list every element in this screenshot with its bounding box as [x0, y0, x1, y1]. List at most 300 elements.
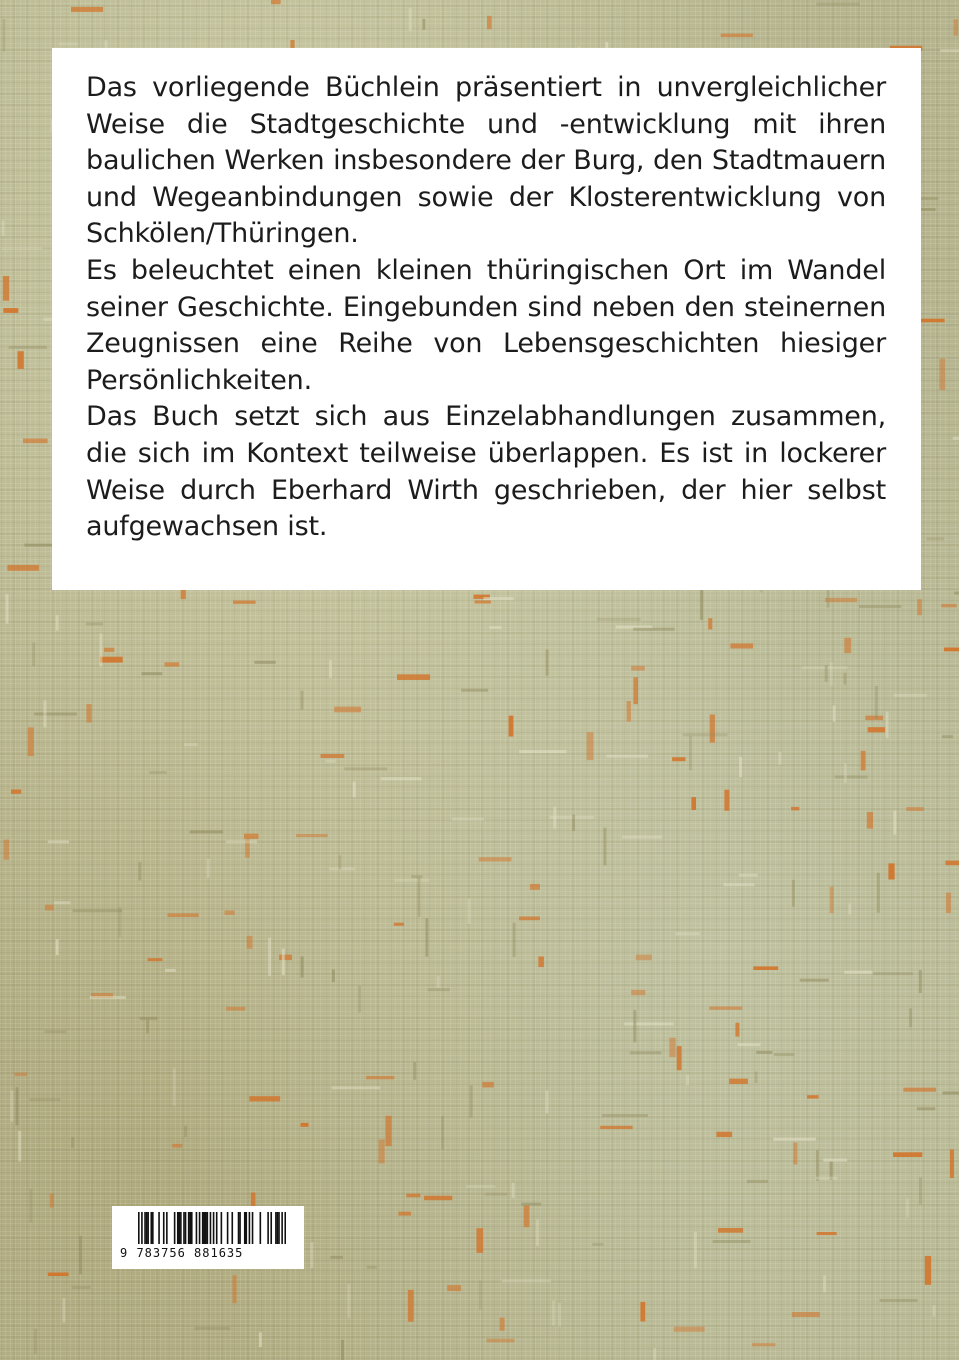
orange-thread-fleck	[279, 955, 292, 961]
barcode-bar	[203, 1212, 205, 1244]
orange-thread-fleck	[379, 1140, 385, 1164]
linen-thread-fleck	[502, 1280, 551, 1283]
orange-thread-fleck	[500, 1318, 505, 1331]
linen-thread-fleck	[367, 1266, 377, 1269]
linen-thread-fleck	[926, 537, 944, 540]
orange-thread-fleck	[398, 1212, 411, 1216]
barcode-bar	[213, 1212, 215, 1244]
linen-thread-fleck	[149, 771, 166, 774]
orange-thread-fleck	[791, 807, 799, 811]
barcode-bar	[158, 1212, 160, 1244]
linen-thread-fleck	[138, 862, 141, 880]
orange-thread-fleck	[447, 1285, 461, 1291]
isbn-barcode	[112, 1206, 304, 1269]
barcode-bar	[191, 1212, 193, 1244]
barcode-bar	[260, 1212, 262, 1244]
linen-thread-fleck	[142, 672, 163, 675]
orange-thread-fleck	[18, 351, 24, 369]
orange-thread-fleck	[519, 917, 540, 921]
linen-thread-fleck	[739, 874, 758, 877]
barcode-bar	[147, 1212, 149, 1244]
linen-thread-fleck	[56, 939, 59, 955]
barcode-bar	[207, 1212, 209, 1244]
linen-thread-fleck	[676, 932, 700, 935]
barcode-bar	[196, 1212, 198, 1244]
barcode-bar	[284, 1212, 286, 1244]
barcode-bar	[179, 1212, 181, 1244]
orange-thread-fleck	[3, 308, 18, 313]
orange-thread-fleck	[925, 1256, 931, 1285]
linen-thread-fleck	[329, 867, 355, 870]
linen-thread-fleck	[825, 665, 828, 682]
linen-thread-fleck	[2, 19, 5, 51]
barcode-bar	[231, 1212, 233, 1244]
blurb-paragraph-3: Das Buch setzt sich aus Einzelabhandlungen zusammen, die sich im Kontext teilweise überlappen. Es ist in lockerer Weise durch Eberhard Wirth geschrieben, der hier selbst aufgewachsen ist.	[86, 401, 886, 543]
linen-thread-fleck	[859, 605, 901, 608]
orange-thread-fleck	[226, 1007, 245, 1011]
linen-thread-fleck	[683, 733, 728, 736]
linen-thread-fleck	[34, 713, 77, 716]
linen-thread-fleck	[86, 622, 103, 625]
linen-thread-fleck	[774, 1053, 795, 1056]
linen-thread-fleck	[739, 757, 742, 777]
barcode-bar	[205, 1212, 207, 1244]
orange-thread-fleck	[906, 807, 924, 811]
orange-thread-fleck	[636, 955, 652, 961]
linen-thread-fleck	[724, 883, 755, 886]
orange-thread-fleck	[917, 599, 922, 615]
orange-thread-fleck	[946, 893, 951, 913]
orange-thread-fleck	[397, 674, 430, 680]
linen-thread-fleck	[484, 597, 514, 600]
linen-thread-fleck	[848, 903, 851, 914]
barcode-bar	[185, 1212, 187, 1244]
linen-thread-fleck	[622, 836, 662, 839]
linen-thread-fleck	[344, 767, 387, 770]
orange-thread-fleck	[28, 727, 34, 756]
orange-thread-fleck	[718, 1228, 743, 1233]
linen-thread-fleck	[906, 1198, 909, 1217]
linen-thread-fleck	[489, 626, 501, 629]
linen-thread-fleck	[62, 1298, 65, 1322]
linen-thread-fleck	[919, 1177, 922, 1204]
linen-thread-fleck	[16, 1087, 19, 1125]
linen-thread-fleck	[79, 1236, 82, 1274]
orange-thread-fleck	[868, 727, 886, 732]
linen-thread-fleck	[624, 1022, 673, 1025]
linen-thread-fleck	[553, 807, 556, 829]
linen-thread-fleck	[437, 976, 440, 988]
linen-thread-fleck	[694, 1232, 697, 1268]
linen-thread-fleck	[886, 712, 889, 739]
barcode-bar	[138, 1212, 140, 1244]
linen-thread-fleck	[512, 1183, 515, 1198]
orange-thread-fleck	[244, 834, 259, 839]
linen-thread-fleck	[2, 221, 5, 236]
orange-thread-fleck	[669, 1038, 675, 1057]
linen-thread-fleck	[844, 971, 872, 974]
linen-thread-fleck	[44, 700, 47, 727]
orange-thread-fleck	[11, 790, 21, 794]
orange-thread-fleck	[893, 1152, 922, 1157]
barcode-bar	[275, 1212, 277, 1244]
orange-thread-fleck	[165, 662, 180, 666]
orange-thread-fleck	[735, 1023, 739, 1037]
orange-thread-fleck	[385, 1116, 391, 1146]
orange-thread-fleck	[724, 790, 729, 811]
barcode-bar	[277, 1212, 279, 1244]
linen-thread-fleck	[778, 752, 781, 765]
linen-thread-fleck	[700, 587, 703, 620]
orange-thread-fleck	[249, 1096, 280, 1101]
orange-thread-fleck	[23, 439, 48, 444]
linen-thread-fleck	[686, 1075, 689, 1086]
barcode-bars-image	[138, 1212, 286, 1244]
linen-thread-fleck	[282, 949, 285, 976]
barcode-bar	[150, 1212, 152, 1244]
linen-thread-fleck	[330, 1256, 343, 1259]
orange-thread-fleck	[672, 757, 685, 761]
linen-thread-fleck	[45, 1030, 67, 1033]
linen-thread-fleck	[519, 750, 566, 753]
orange-thread-fleck	[225, 911, 235, 916]
orange-thread-fleck	[691, 797, 696, 810]
orange-thread-fleck	[247, 936, 253, 949]
orange-thread-fleck	[867, 812, 873, 829]
linen-thread-fleck	[59, 43, 78, 46]
linen-thread-fleck	[6, 594, 9, 624]
barcode-bar	[245, 1212, 247, 1244]
orange-thread-fleck	[509, 716, 514, 737]
linen-thread-fleck	[470, 1085, 473, 1117]
orange-thread-fleck	[721, 34, 753, 38]
orange-thread-fleck	[716, 1132, 732, 1137]
linen-thread-fleck	[953, 437, 959, 440]
linen-thread-fleck	[844, 763, 847, 783]
linen-thread-fleck	[72, 1286, 91, 1289]
barcode-bar	[267, 1212, 269, 1244]
orange-thread-fleck	[793, 1143, 797, 1165]
orange-thread-fleck	[861, 751, 866, 771]
linen-thread-fleck	[338, 855, 341, 870]
orange-thread-fleck	[479, 857, 512, 861]
linen-thread-fleck	[48, 840, 69, 843]
linen-thread-fleck	[738, 1043, 761, 1046]
linen-thread-fleck	[917, 1107, 935, 1110]
orange-thread-fleck	[792, 1312, 820, 1317]
blurb-paragraph-2: Es beleuchtet einen kleinen thüringischen Ort im Wandel seiner Geschichte. Eingebunden sind neben den steinernen Zeugnissen eine Reihe von Lebensgeschichten hiesiger Persönlichkeiten.	[86, 254, 886, 396]
orange-thread-fleck	[104, 648, 114, 652]
linen-thread-fleck	[54, 901, 71, 904]
orange-thread-fleck	[633, 677, 638, 704]
linen-thread-fleck	[468, 899, 471, 924]
linen-thread-fleck	[73, 909, 123, 912]
linen-thread-fleck	[466, 1185, 495, 1188]
linen-thread-fleck	[268, 938, 271, 977]
linen-thread-fleck	[940, 49, 959, 52]
orange-thread-fleck	[476, 1228, 483, 1253]
blurb-panel	[52, 48, 921, 590]
linen-thread-fleck	[452, 818, 484, 821]
orange-thread-fleck	[530, 884, 540, 890]
linen-thread-fleck	[602, 1114, 648, 1117]
linen-thread-fleck	[259, 1332, 262, 1347]
linen-thread-fleck	[873, 972, 913, 975]
barcode-bar	[188, 1212, 190, 1244]
orange-thread-fleck	[600, 1126, 632, 1129]
linen-thread-fleck	[190, 830, 223, 833]
orange-thread-fleck	[3, 276, 9, 301]
barcode-bar	[216, 1212, 218, 1244]
linen-thread-fleck	[461, 689, 488, 692]
orange-thread-fleck	[903, 1088, 936, 1092]
linen-thread-fleck	[165, 969, 176, 972]
linen-thread-fleck	[358, 986, 361, 1013]
orange-thread-fleck	[888, 863, 894, 879]
linen-thread-fleck	[572, 815, 575, 831]
linen-thread-fleck	[802, 666, 847, 669]
orange-thread-fleck	[752, 1343, 776, 1346]
linen-thread-fleck	[353, 782, 356, 798]
barcode-bar	[252, 1212, 254, 1244]
linen-thread-fleck	[597, 618, 641, 621]
linen-thread-fleck	[34, 1329, 37, 1355]
orange-thread-fleck	[950, 1150, 954, 1179]
barcode-bar	[202, 1212, 204, 1244]
linen-thread-fleck	[325, 760, 335, 763]
barcode-bar	[199, 1212, 201, 1244]
linen-thread-fleck	[485, 1193, 507, 1196]
linen-thread-fleck	[756, 1051, 772, 1054]
linen-thread-fleck	[909, 1008, 912, 1027]
orange-thread-fleck	[954, 19, 959, 36]
orange-thread-fleck	[4, 840, 10, 860]
orange-thread-fleck	[524, 1205, 530, 1227]
linen-thread-fleck	[816, 3, 859, 6]
orange-thread-fleck	[674, 1327, 705, 1332]
orange-thread-fleck	[825, 598, 857, 602]
orange-thread-fleck	[817, 1232, 837, 1235]
linen-thread-fleck	[875, 686, 878, 719]
orange-thread-fleck	[487, 1339, 515, 1343]
orange-thread-fleck	[844, 638, 851, 653]
barcode-bar	[210, 1212, 212, 1244]
linen-thread-fleck	[347, 1284, 350, 1318]
linen-thread-fleck	[893, 811, 896, 835]
orange-thread-fleck	[100, 657, 123, 663]
linen-thread-fleck	[90, 996, 126, 999]
barcode-bar	[244, 1212, 246, 1244]
linen-thread-fleck	[425, 918, 428, 956]
orange-thread-fleck	[271, 0, 281, 4]
linen-thread-fleck	[816, 1150, 819, 1181]
barcode-bar	[189, 1212, 191, 1244]
isbn-digits: 9 783756 881635	[120, 1246, 244, 1260]
linen-thread-fleck	[942, 735, 953, 738]
linen-thread-fleck	[546, 650, 549, 676]
linen-thread-fleck	[29, 1098, 60, 1101]
linen-thread-fleck	[395, 879, 430, 882]
orange-thread-fleck	[148, 958, 163, 961]
barcode-bar	[177, 1212, 179, 1244]
orange-thread-fleck	[729, 1079, 748, 1084]
orange-thread-fleck	[406, 1194, 420, 1198]
linen-thread-fleck	[823, 1276, 826, 1293]
orange-thread-fleck	[296, 834, 328, 837]
orange-thread-fleck	[730, 643, 753, 648]
orange-thread-fleck	[71, 7, 103, 12]
orange-thread-fleck	[920, 319, 945, 323]
orange-thread-fleck	[394, 923, 404, 926]
linen-thread-fleck	[428, 988, 450, 991]
linen-thread-fleck	[146, 1020, 149, 1034]
orange-thread-fleck	[366, 1076, 394, 1079]
linen-thread-fleck	[10, 1090, 13, 1121]
linen-thread-fleck	[919, 970, 922, 993]
linen-thread-fleck	[877, 873, 880, 913]
linen-thread-fleck	[32, 643, 35, 667]
linen-thread-fleck	[329, 660, 332, 678]
orange-thread-fleck	[168, 913, 199, 917]
linen-thread-fleck	[800, 979, 829, 982]
linen-thread-fleck	[633, 1010, 636, 1042]
linen-thread-fleck	[140, 1017, 158, 1020]
linen-thread-fleck	[755, 1072, 758, 1084]
linen-thread-fleck	[606, 755, 648, 758]
linen-thread-fleck	[418, 878, 421, 917]
linen-thread-fleck	[479, 1281, 482, 1310]
linen-thread-fleck	[830, 662, 833, 686]
barcode-bar	[281, 1212, 283, 1244]
orange-thread-fleck	[45, 905, 54, 911]
orange-thread-fleck	[710, 715, 715, 743]
linen-thread-fleck	[409, 8, 412, 31]
orange-thread-fleck	[424, 1196, 452, 1201]
orange-thread-fleck	[48, 1273, 69, 1277]
barcode-bar	[278, 1212, 280, 1244]
linen-thread-fleck	[310, 1242, 313, 1268]
linen-thread-fleck	[653, 1348, 656, 1360]
orange-thread-fleck	[538, 957, 544, 968]
linen-thread-fleck	[630, 1051, 662, 1054]
orange-thread-fleck	[334, 707, 361, 713]
linen-thread-fleck	[823, 1159, 847, 1162]
orange-thread-fleck	[627, 701, 631, 722]
linen-thread-fleck	[545, 1091, 548, 1114]
linen-thread-fleck	[381, 777, 422, 780]
blurb-text	[86, 70, 886, 546]
orange-thread-fleck	[807, 1095, 819, 1098]
linen-thread-fleck	[894, 694, 928, 697]
barcode-bar	[238, 1212, 240, 1244]
linen-thread-fleck	[592, 1243, 603, 1246]
orange-thread-fleck	[830, 887, 834, 913]
barcode-bar	[152, 1212, 154, 1244]
barcode-bar	[166, 1212, 168, 1244]
orange-thread-fleck	[232, 1275, 236, 1303]
orange-thread-fleck	[50, 1194, 54, 1208]
orange-thread-fleck	[865, 716, 883, 721]
linen-thread-fleck	[835, 776, 868, 779]
linen-thread-fleck	[173, 1068, 176, 1106]
blurb-paragraph-1: Das vorliegende Büchlein präsentiert in unvergleichlicher Weise die Stadtgeschichte und -entwicklung mit ihren baulichen Werken insbesondere der Burg, den Stadtmauern und Wegeanbindungen sowie der Klosterentwicklung von Schkölen/Thüringen.	[86, 72, 886, 250]
orange-thread-fleck	[939, 359, 945, 391]
linen-thread-fleck	[603, 828, 606, 866]
linen-thread-fleck	[18, 1131, 21, 1162]
barcode-bar	[227, 1212, 229, 1244]
linen-thread-fleck	[954, 592, 959, 595]
linen-thread-fleck	[184, 1126, 187, 1137]
linen-thread-fleck	[536, 1219, 539, 1246]
linen-thread-fleck	[99, 633, 102, 666]
linen-thread-fleck	[815, 1177, 837, 1180]
linen-thread-fleck	[773, 1138, 816, 1141]
barcode-bar	[144, 1212, 146, 1244]
linen-thread-fleck	[30, 1189, 33, 1223]
linen-thread-fleck	[792, 880, 795, 907]
linen-thread-fleck	[513, 923, 516, 957]
barcode-bar	[249, 1212, 251, 1244]
barcode-bar	[163, 1212, 165, 1244]
orange-thread-fleck	[475, 600, 491, 603]
orange-thread-fleck	[945, 861, 959, 866]
orange-thread-fleck	[708, 618, 712, 629]
linen-thread-fleck	[633, 628, 674, 631]
linen-thread-fleck	[422, 19, 425, 30]
linen-thread-fleck	[332, 1086, 380, 1089]
orange-thread-fleck	[587, 732, 594, 760]
orange-thread-fleck	[15, 1073, 28, 1076]
orange-thread-fleck	[482, 1082, 494, 1088]
linen-thread-fleck	[880, 1299, 918, 1302]
barcode-bar	[239, 1212, 241, 1244]
orange-thread-fleck	[941, 604, 956, 608]
orange-thread-fleck	[321, 754, 345, 758]
linen-thread-fleck	[332, 970, 335, 983]
linen-thread-fleck	[184, 743, 198, 746]
barcode-bar	[221, 1212, 223, 1244]
barcode-bar	[146, 1212, 148, 1244]
linen-thread-fleck	[226, 840, 257, 843]
linen-thread-fleck	[341, 1340, 344, 1360]
linen-thread-fleck	[558, 1303, 561, 1327]
orange-thread-fleck	[631, 990, 645, 995]
linen-thread-fleck	[411, 875, 422, 878]
orange-thread-fleck	[86, 704, 91, 722]
linen-thread-fleck	[413, 1062, 416, 1080]
linen-thread-fleck	[1, 247, 43, 250]
linen-thread-fleck	[71, 1137, 74, 1148]
barcode-bar	[270, 1212, 272, 1244]
orange-thread-fleck	[408, 1290, 414, 1322]
linen-thread-fleck	[301, 691, 304, 710]
linen-thread-fleck	[9, 346, 47, 349]
orange-thread-fleck	[677, 1046, 682, 1070]
orange-thread-fleck	[709, 1007, 742, 1010]
linen-thread-fleck	[689, 736, 692, 770]
linen-thread-fleck	[713, 1240, 751, 1243]
linen-thread-fleck	[521, 1203, 541, 1206]
linen-thread-fleck	[118, 907, 121, 937]
orange-thread-fleck	[640, 1302, 645, 1322]
barcode-bar	[141, 1212, 143, 1244]
orange-thread-fleck	[7, 565, 39, 571]
barcode-bar	[180, 1212, 182, 1244]
barcode-bar	[183, 1212, 185, 1244]
linen-thread-fleck	[833, 706, 836, 722]
orange-thread-fleck	[944, 648, 959, 652]
linen-thread-fleck	[844, 673, 847, 685]
